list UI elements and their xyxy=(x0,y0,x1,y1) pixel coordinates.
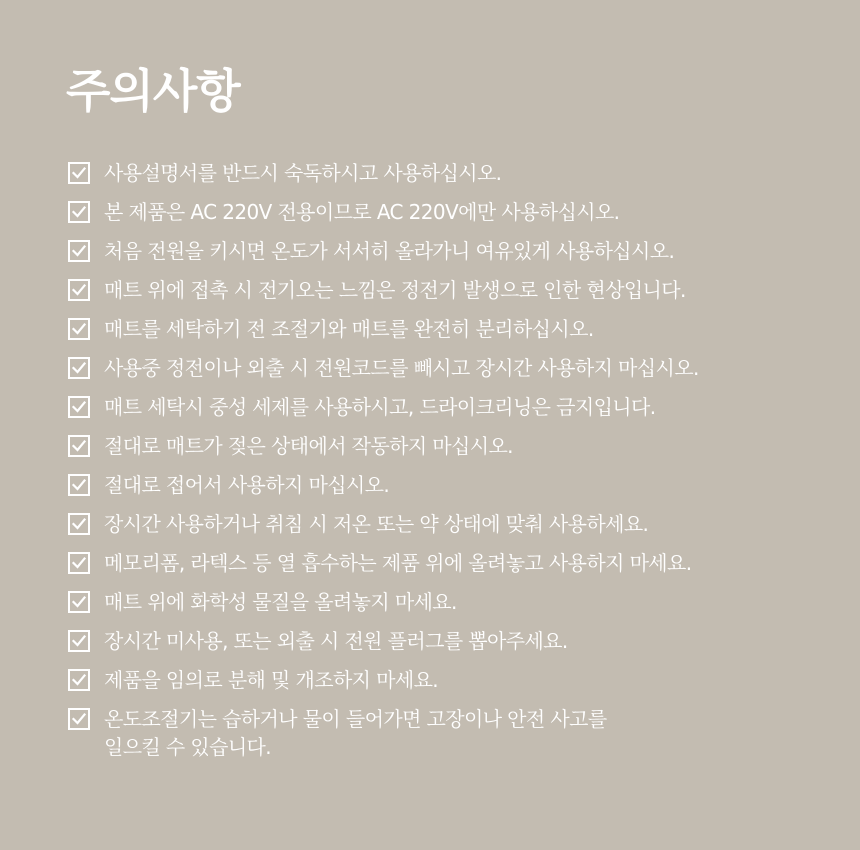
checkbox-checked-icon xyxy=(68,435,90,457)
caution-item xyxy=(68,471,699,499)
caution-item xyxy=(68,276,699,304)
caution-item xyxy=(68,198,699,226)
caution-text: 매트 위에 접촉 시 전기오는 느낌은 정전기 발생으로 인한 현상입니다. xyxy=(104,278,686,302)
checkbox-checked-icon xyxy=(68,279,90,301)
checkbox-checked-icon xyxy=(68,474,90,496)
caution-list xyxy=(68,159,699,772)
caution-text: 처음 전원을 키시면 온도가 서서히 올라가니 여유있게 사용하십시오. xyxy=(104,239,675,263)
caution-text: 제품을 임의로 분해 및 개조하지 마세요. xyxy=(104,668,439,692)
checkbox-checked-icon xyxy=(68,318,90,340)
checkbox-checked-icon xyxy=(68,240,90,262)
checkbox-checked-icon xyxy=(68,630,90,652)
caution-text: 본 제품은 AC 220V 전용이므로 AC 220V에만 사용하십시오. xyxy=(104,200,620,224)
caution-text: 절대로 매트가 젖은 상태에서 작동하지 마십시오. xyxy=(104,434,513,458)
caution-text: 메모리폼, 라텍스 등 열 흡수하는 제품 위에 올려놓고 사용하지 마세요. xyxy=(104,551,692,575)
checkbox-checked-icon xyxy=(68,201,90,223)
caution-text-multiline xyxy=(104,705,607,761)
checkbox-checked-icon xyxy=(68,708,90,730)
checkbox-checked-icon xyxy=(68,396,90,418)
checkbox-checked-icon xyxy=(68,513,90,535)
caution-text-line: 온도조절기는 습하거나 물이 들어가면 고장이나 안전 사고를 xyxy=(104,707,607,731)
page-title: 주의사항 xyxy=(66,64,240,118)
caution-item xyxy=(68,315,699,343)
caution-item xyxy=(68,549,699,577)
caution-item xyxy=(68,354,699,382)
caution-text-line: 일으킬 수 있습니다. xyxy=(104,735,272,759)
caution-item xyxy=(68,237,699,265)
caution-item xyxy=(68,588,699,616)
caution-text: 사용설명서를 반드시 숙독하시고 사용하십시오. xyxy=(104,161,502,185)
caution-text: 절대로 접어서 사용하지 마십시오. xyxy=(104,473,390,497)
caution-text: 사용중 정전이나 외출 시 전원코드를 빼시고 장시간 사용하지 마십시오. xyxy=(104,356,699,380)
caution-text: 매트를 세탁하기 전 조절기와 매트를 완전히 분리하십시오. xyxy=(104,317,594,341)
caution-item xyxy=(68,627,699,655)
caution-item xyxy=(68,393,699,421)
checkbox-checked-icon xyxy=(68,591,90,613)
caution-text: 매트 위에 화학성 물질을 올려놓지 마세요. xyxy=(104,590,457,614)
caution-item xyxy=(68,159,699,187)
caution-text: 장시간 미사용, 또는 외출 시 전원 플러그를 뽑아주세요. xyxy=(104,629,568,653)
caution-text: 매트 세탁시 중성 세제를 사용하시고, 드라이크리닝은 금지입니다. xyxy=(104,395,656,419)
caution-item xyxy=(68,510,699,538)
caution-text: 장시간 사용하거나 취침 시 저온 또는 약 상태에 맞춰 사용하세요. xyxy=(104,512,649,536)
checkbox-checked-icon xyxy=(68,162,90,184)
checkbox-checked-icon xyxy=(68,357,90,379)
caution-item xyxy=(68,666,699,694)
caution-item xyxy=(68,705,699,761)
caution-item xyxy=(68,432,699,460)
checkbox-checked-icon xyxy=(68,552,90,574)
checkbox-checked-icon xyxy=(68,669,90,691)
